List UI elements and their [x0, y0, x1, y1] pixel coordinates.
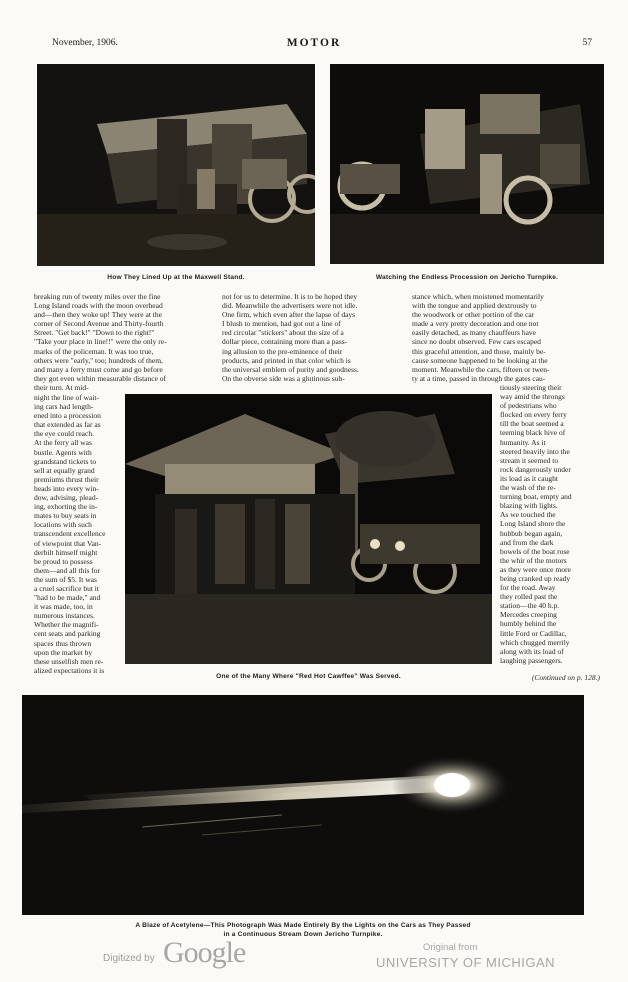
article-line: tiously steering their: [500, 383, 562, 392]
digitized-by-label: Digitized by: [103, 953, 155, 964]
article-column-2: [222, 292, 402, 383]
issue-date: November, 1906.: [52, 38, 118, 48]
article-line: easily detached, as many chauffeurs have: [412, 328, 536, 338]
article-line: cent seats and parking: [34, 629, 101, 639]
article-line: bustle. Agents with: [34, 447, 92, 457]
article-line: the whir of the motors: [500, 555, 567, 565]
article-line: being cranked up ready: [500, 573, 571, 583]
article-line: heads into every win-: [34, 483, 99, 493]
article-line: little Ford or Cadillac,: [500, 628, 567, 638]
article-line: night the line of wait-: [34, 393, 99, 402]
article-line: them—and all this for: [34, 565, 101, 575]
article-line: derbilt himself might: [34, 547, 98, 557]
article-line: teeming black hive of: [500, 428, 566, 438]
article-line: laughing passengers.: [500, 655, 563, 665]
magazine-title: MOTOR: [286, 37, 342, 49]
article-line: the woodwork or other portion of the car: [412, 310, 535, 320]
column-1-full-lines: [34, 292, 210, 392]
university-label: UNIVERSITY OF MICHIGAN: [376, 955, 556, 970]
article-line: humanity. As it: [500, 437, 546, 447]
article-line: the wash of the re-: [500, 483, 556, 493]
photo-red-hot-cawffee-image: [125, 394, 492, 664]
article-line: of viewpoint that Van-: [34, 538, 102, 548]
article-column-1-narrow: [34, 393, 116, 675]
article-line: upon the market by: [34, 647, 93, 657]
article-line: steered heavily into the: [500, 446, 570, 456]
photo-jericho-procession-image: [330, 64, 604, 264]
article-line: turning boat, empty and: [500, 492, 572, 502]
article-line: it was made, too, in: [34, 602, 93, 612]
article-column-3-narrow: [500, 383, 600, 665]
article-line: for the road. Away: [500, 583, 556, 593]
article-line: "had to be made," and: [34, 593, 101, 603]
article-line: since no doubt observed. Few cars escaped: [412, 337, 541, 347]
article-line: the eye could reach.: [34, 429, 94, 439]
photo-maxwell-stand-image: [37, 64, 315, 266]
original-from-label: Original from: [423, 942, 478, 953]
article-column-3: [412, 292, 602, 383]
article-line: Long Island roads with the moon overhead: [34, 301, 163, 311]
article-line: rock dangerously under: [500, 464, 571, 474]
continued-note: (Continued on p. 128.): [531, 673, 600, 682]
article-line: As we touched the: [500, 510, 556, 520]
article-line: as they were once more: [500, 564, 571, 574]
article-line: and many a ferry must come and go before: [34, 364, 163, 374]
caption-maxwell-stand: How They Lined Up at the Maxwell Stand.: [107, 274, 245, 281]
article-line: a cruel sacrifice but it: [34, 583, 99, 593]
article-line: marks of the policeman. It was too true,: [34, 346, 154, 356]
article-line: ened into a procession: [34, 411, 101, 421]
article-line: be proud to possess: [34, 556, 93, 566]
photo-maxwell-stand: [37, 64, 315, 266]
article-line: sell at equally grand: [34, 465, 95, 475]
article-line: their turn. At mid-: [34, 382, 89, 392]
article-line: corner of Second Avenue and Thirty-fourth: [34, 319, 164, 329]
caption-acetylene-line-1: A Blaze of Acetylene—This Photograph Was Made Entirely By the Lights on the Cars as They Passed: [135, 922, 471, 929]
article-line: dollar piece, containing more than a pass-: [222, 337, 348, 347]
article-line: humbly behind the: [500, 619, 557, 629]
article-line: of pedestrians who: [500, 401, 557, 411]
article-line: this graceful attention, and those, mainly be-: [412, 346, 546, 356]
article-line: grandstand tickets to: [34, 456, 97, 466]
photo-acetylene-blaze-image: [22, 695, 584, 915]
article-line: numerous instances.: [34, 611, 95, 621]
article-line: ing allusion to the pre-eminence of their: [222, 346, 343, 356]
google-logo: Google: [163, 936, 246, 969]
article-line: locations with such: [34, 520, 92, 530]
article-line: others were "early," too; hundreds of them,: [34, 355, 163, 365]
article-line: premiums thrust their: [34, 474, 99, 484]
article-line: At the ferry all was: [34, 438, 92, 448]
article-line: mates to buy seats in: [34, 511, 97, 521]
article-line: with the tongue and applied dextrously to: [412, 301, 537, 311]
article-line: Long Island shore the: [500, 519, 566, 529]
article-line: bowels of the boat rose: [500, 546, 570, 556]
article-line: red circular "stickers" about the size of a: [222, 328, 344, 338]
article-line: these unselfish men re-: [34, 656, 104, 666]
article-line: and from the dark: [500, 537, 554, 547]
article-line: breaking run of twenty miles over the fine: [34, 292, 161, 301]
article-line: and—then they woke up! They were at the: [34, 310, 162, 320]
article-line: the universal emblem of purity and goodness.: [222, 364, 359, 374]
article-line: they rolled past the: [500, 592, 558, 602]
article-line: blazing with lights.: [500, 501, 558, 511]
article-column-1: [34, 292, 210, 392]
article-line: stance which, when moistened momentarily: [412, 292, 544, 301]
caption-jericho-procession: Watching the Endless Procession on Jericho Turnpike.: [375, 274, 559, 281]
caption-acetylene-line-2: in a Continuous Stream Down Jericho Turnpike.: [223, 931, 383, 938]
article-line: that extended as far as: [34, 420, 101, 430]
article-line: dow, advising, plead-: [34, 493, 99, 503]
article-line: stream it seemed to: [500, 455, 559, 465]
article-line: flocked on every ferry: [500, 410, 567, 420]
article-line: cause someone happened to be looking at the: [412, 355, 548, 365]
photo-jericho-procession: [330, 64, 604, 264]
article-line: One firm, which even after the lapse of days: [222, 310, 356, 320]
article-line: Mercedes creeping: [500, 610, 557, 620]
article-line: transcendent excellence: [34, 529, 106, 539]
photo-acetylene-blaze: [22, 695, 584, 915]
article-line: ing, exhorting the in-: [34, 502, 98, 512]
article-line: they got even within measurable distance of: [34, 373, 167, 383]
article-line: products, and printed in that color which is: [222, 355, 351, 365]
article-line: ty at a time, passed in through the gates cau-: [412, 373, 546, 383]
article-line: way amid the throngs: [500, 392, 565, 402]
article-line: did. Meanwhile the advertisers were not idle.: [222, 301, 358, 311]
article-line: spaces thus thrown: [34, 638, 92, 648]
photo-red-hot-cawffee: [125, 394, 492, 664]
article-line: which chugged merrily: [500, 637, 570, 647]
article-line: made a very pretty decoration and one not: [412, 319, 539, 329]
article-line: till the boat seemed a: [500, 419, 564, 429]
article-line: "Take your place in line!!" were the only re-: [34, 337, 167, 347]
article-line: alized expectations it is: [34, 665, 105, 675]
article-line: Whether the magnifi-: [34, 620, 99, 630]
article-line: along with its load of: [500, 646, 564, 656]
page-number: 57: [582, 38, 592, 48]
article-line: the sum of $5. It was: [34, 574, 97, 584]
article-line: Street. "Get back!" "Down to the right!": [34, 328, 155, 338]
article-line: not for us to determine. It is to be hoped they: [222, 292, 358, 301]
article-line: moment. Meanwhile the cars, fifteen or twen-: [412, 364, 550, 374]
article-line: I blush to mention, had got out a line of: [222, 319, 341, 329]
article-line: station—the 40 h.p.: [500, 601, 560, 611]
article-line: hubbub began again,: [500, 528, 563, 538]
caption-red-hot-cawffee: One of the Many Where "Red Hot Cawffee" Was Served.: [216, 673, 401, 680]
article-line: ing cars had length-: [34, 402, 94, 412]
article-line: its load as it caught: [500, 473, 558, 483]
article-line: On the obverse side was a glutinous sub-: [222, 373, 345, 383]
